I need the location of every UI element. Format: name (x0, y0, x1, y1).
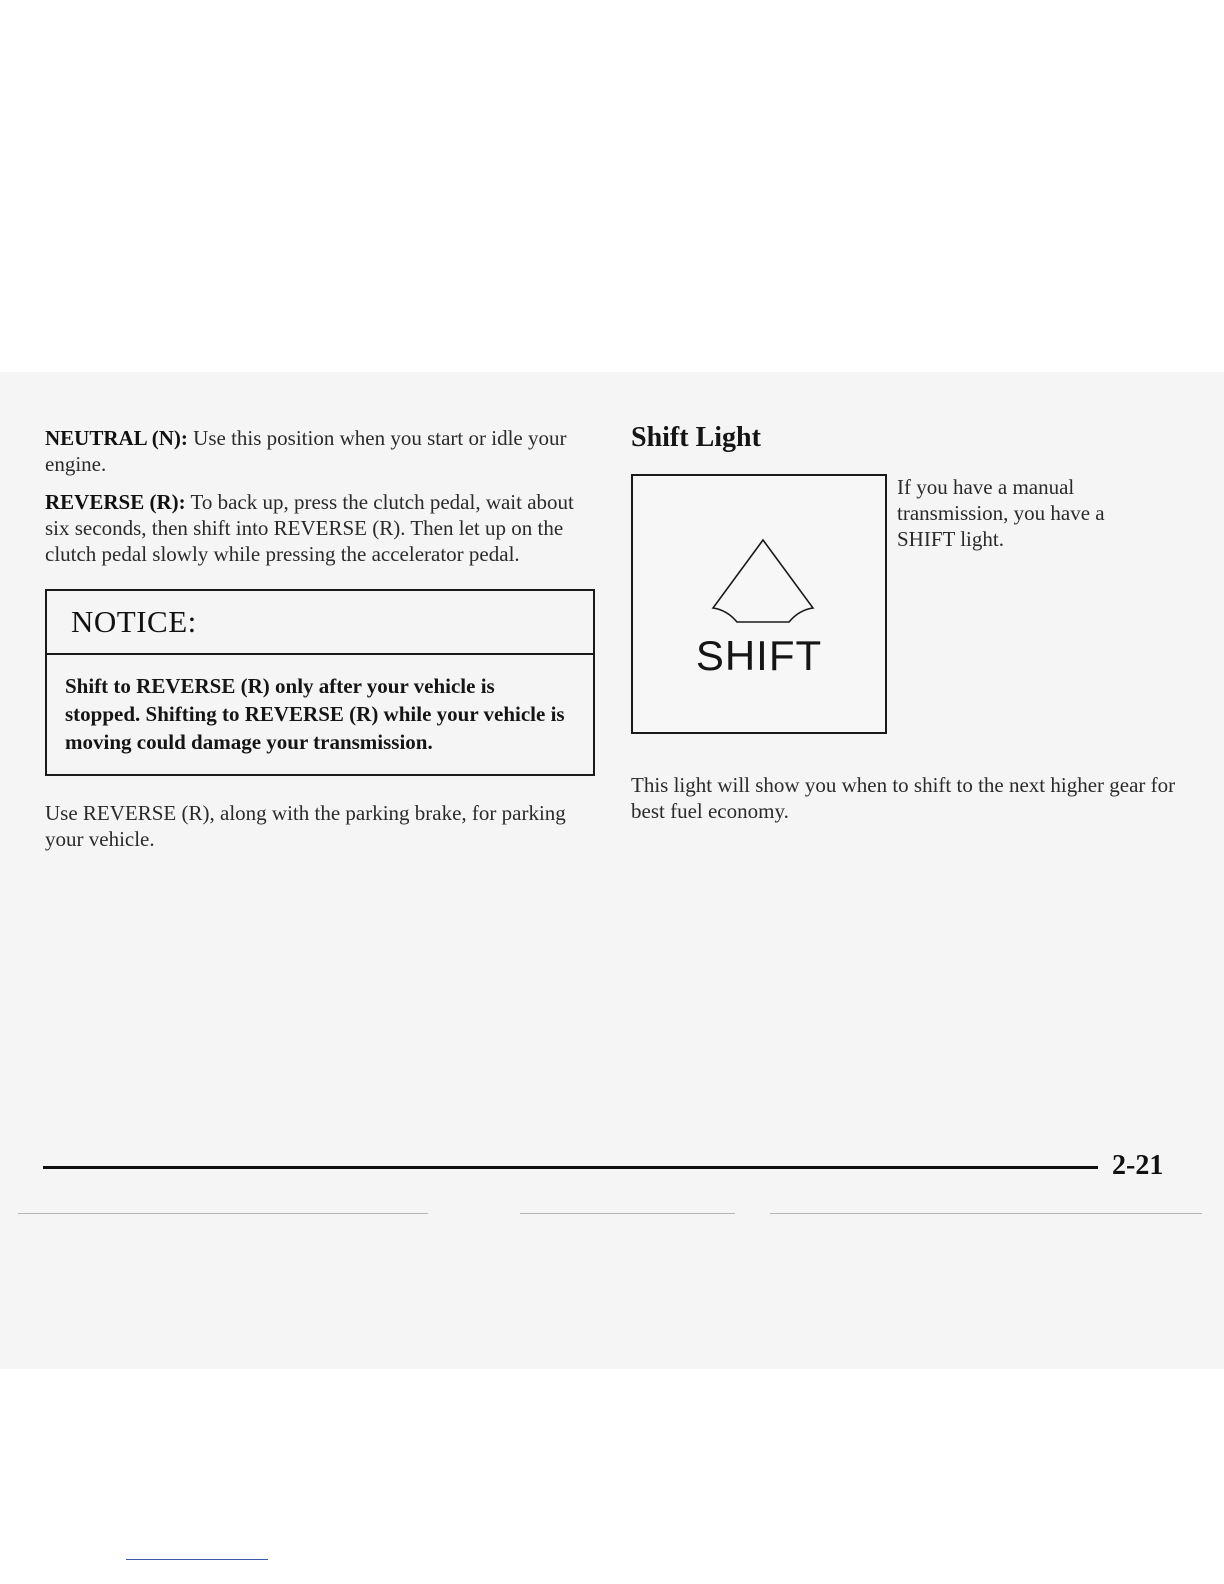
shift-light-description: This light will show you when to shift to the next higher gear for best fuel economy. (631, 773, 1176, 823)
parking-paragraph: Use REVERSE (R), along with the parking brake, for parking your vehicle. (45, 801, 566, 851)
reverse-text: To back up, press the clutch pedal, wait about six seconds, then shift into REVERSE (R). Then let up on the clutch pedal slowly while pressing the accelerator pedal. (45, 490, 574, 566)
page-number: 2-21 (1112, 1150, 1164, 1181)
right-column (631, 418, 1179, 845)
neutral-term: NEUTRAL (N): (45, 426, 188, 450)
shift-label: SHIFT (695, 632, 823, 679)
reverse-paragraph (45, 489, 593, 567)
figure-caption: If you have a manual transmission, you have a SHIFT light. (897, 475, 1105, 551)
faint-divider (520, 1213, 735, 1214)
section-title: Shift Light (631, 422, 761, 453)
neutral-text: Use this position when you start or idle your engine. (45, 426, 567, 476)
notice-box (45, 589, 595, 776)
notice-heading: NOTICE: (47, 591, 593, 655)
notice-body: Shift to REVERSE (R) only after your vehicle is stopped. Shifting to REVERSE (R) while your vehicle is moving could damage your transmission. (65, 674, 565, 754)
faint-divider (18, 1213, 428, 1214)
bottom-link-underline (126, 1559, 268, 1560)
left-column (45, 425, 593, 864)
reverse-term: REVERSE (R): (45, 490, 186, 514)
figure-row (631, 474, 1179, 736)
neutral-paragraph (45, 425, 593, 477)
up-arrow-icon (633, 476, 885, 732)
shift-light-figure (631, 474, 887, 734)
faint-divider (770, 1213, 1202, 1214)
footer-rule (43, 1166, 1098, 1169)
